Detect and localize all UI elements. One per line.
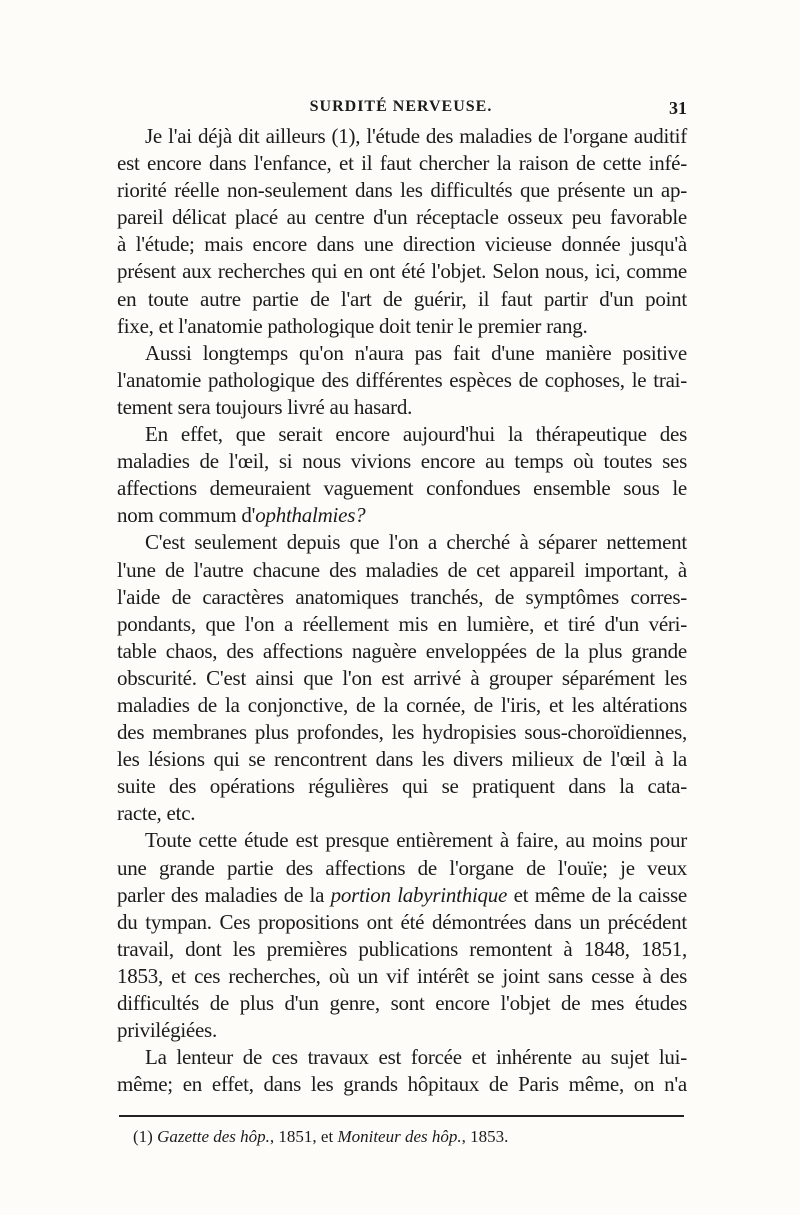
text-line: riorité réelle non-seulement dans les difficultés que présente un ap- xyxy=(117,178,687,203)
text-line: pondants, que l'on a réellement mis en lumière, et tiré d'un véri- xyxy=(117,611,687,636)
text-line: En effet, que serait encore aujourd'hui la thérapeutique des xyxy=(145,422,687,447)
text-line: privilégiées. xyxy=(117,1018,217,1043)
text-line xyxy=(117,502,687,529)
text-line: C'est seulement depuis que l'on a cherché à séparer nettement xyxy=(145,530,687,555)
text-line: pareil délicat placé au centre d'un réceptacle osseux peu favorable xyxy=(117,205,687,230)
text-line: même; en effet, dans les grands hôpitaux de Paris même, on n'a xyxy=(117,1072,687,1097)
text-line: l'anatomie pathologique des différentes espèces de cophoses, le trai- xyxy=(117,367,687,392)
running-head: SURDITÉ NERVEUSE. xyxy=(309,98,493,115)
text-line: affections demeuraient vaguement confondues ensemble sous le xyxy=(117,476,687,501)
footnote xyxy=(133,1126,693,1148)
page-header xyxy=(115,98,687,122)
body-text xyxy=(117,123,687,1098)
footnote-text: , 1853. xyxy=(461,1127,509,1146)
text-line: est encore dans l'enfance, et il faut chercher la raison de cette infé- xyxy=(117,151,687,176)
text-line: difficultés de plus d'un genre, sont encore l'objet de mes études xyxy=(117,991,687,1015)
text-line: l'une de l'autre chacune des maladies de cet appareil important, à xyxy=(117,557,687,582)
text-line: à l'étude; mais encore dans une direction vicieuse donnée jusqu'à xyxy=(117,232,687,257)
text-line: fixe, et l'anatomie pathologique doit tenir le premier rang. xyxy=(117,313,588,338)
text-line: en toute autre partie de l'art de guérir, il faut partir d'un point xyxy=(117,286,687,311)
text-line: Je l'ai déjà dit ailleurs (1), l'étude des maladies de l'organe auditif xyxy=(145,124,687,148)
footnote-source: Gazette des hôp. xyxy=(157,1127,270,1146)
text-line: les lésions qui se rencontrent dans les divers milieux de l'œil à la xyxy=(117,747,687,772)
text-line: table chaos, des affections naguère enveloppées de la plus grande xyxy=(117,638,687,663)
footnote-rule xyxy=(119,1115,684,1117)
text-line xyxy=(117,882,687,909)
italic-term: ophthalmies? xyxy=(255,503,366,528)
page-number: 31 xyxy=(669,98,687,118)
text-fragment: parler des maladies de la xyxy=(117,882,331,907)
footnote-text: , 1851, et xyxy=(269,1127,334,1146)
text-line: maladies de la conjonctive, de la cornée, de l'iris, et les altérations xyxy=(117,692,687,717)
text-line: du tympan. Ces propositions ont été démontrées dans un précédent xyxy=(117,909,687,934)
footnote-source: Moniteur des hôp. xyxy=(337,1127,462,1146)
text-fragment: nom commum d' xyxy=(117,503,256,528)
text-fragment: et même de la caisse xyxy=(507,882,688,907)
text-line: racte, etc. xyxy=(117,801,196,826)
text-line: une grande partie des affections de l'organe de l'ouïe; je veux xyxy=(117,855,687,880)
text-line: tement sera toujours livré au hasard. xyxy=(117,394,413,419)
text-line: maladies de l'œil, si nous vivions encore au temps où toutes ses xyxy=(117,449,687,474)
text-line: des membranes plus profondes, les hydropisies sous-choroïdiennes, xyxy=(117,720,687,745)
text-line: obscurité. C'est ainsi que l'on est arrivé à grouper séparément les xyxy=(117,665,687,690)
footnote-marker: (1) xyxy=(133,1127,153,1146)
text-line: travail, dont les premières publications remontent à 1848, 1851, xyxy=(117,936,687,961)
text-line: présent aux recherches qui en ont été l'objet. Selon nous, ici, comme xyxy=(117,259,687,284)
italic-term: portion labyrinthique xyxy=(330,882,508,907)
text-line: Aussi longtemps qu'on n'aura pas fait d'une manière positive xyxy=(145,340,687,365)
text-line: La lenteur de ces travaux est forcée et inhérente au sujet lui- xyxy=(145,1045,687,1070)
text-line: l'aide de caractères anatomiques tranchés, de symptômes corres- xyxy=(117,584,687,609)
text-line: suite des opérations régulières qui se pratiquent dans la cata- xyxy=(117,774,687,799)
text-line: Toute cette étude est presque entièrement à faire, au moins pour xyxy=(145,828,687,853)
text-line: 1853, et ces recherches, où un vif intérêt se joint sans cesse à des xyxy=(117,963,687,988)
